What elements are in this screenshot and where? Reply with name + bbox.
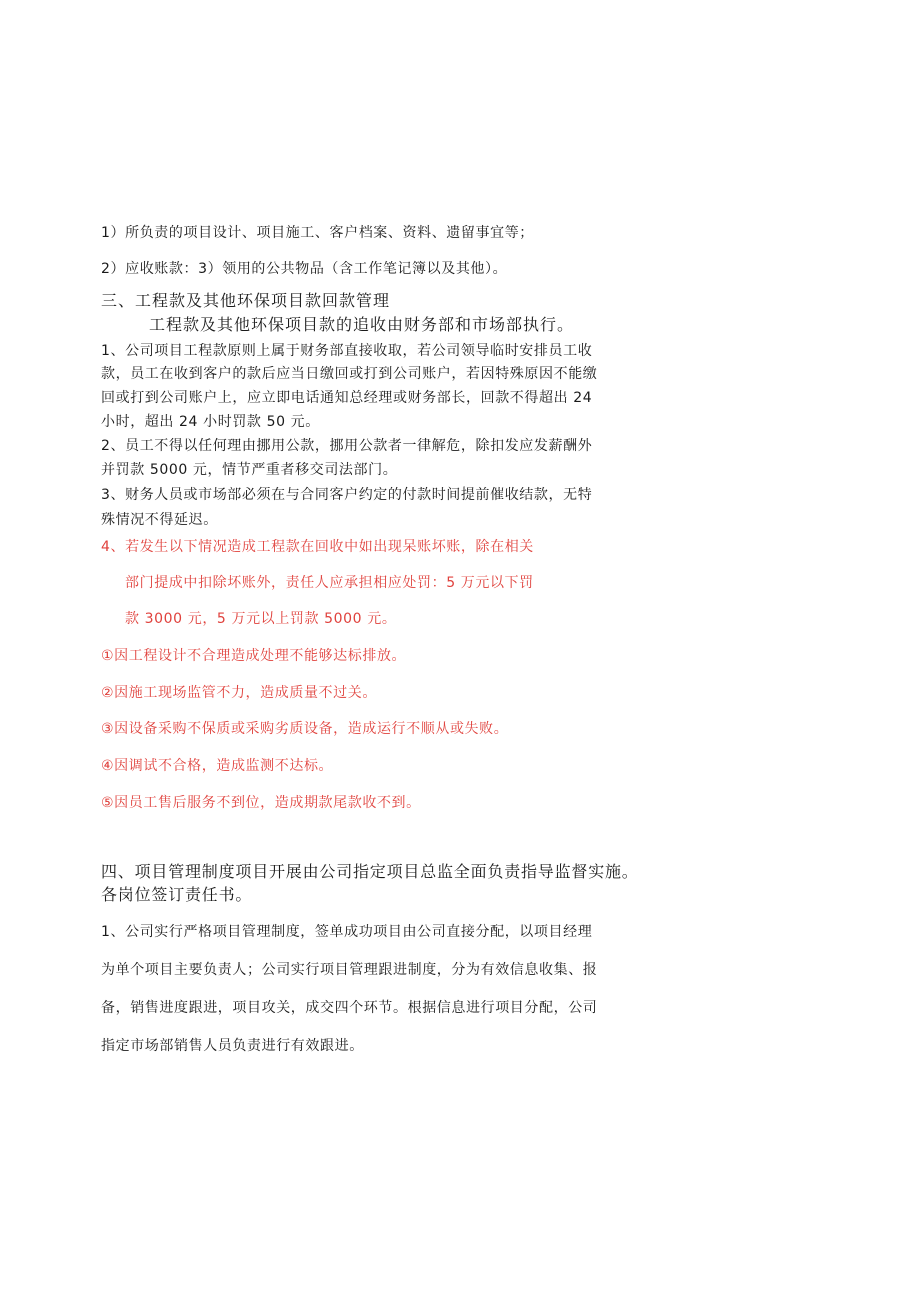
condition-item-1: ①因工程设计不合理造成处理不能够达标排放。 — [101, 648, 407, 664]
section-four-heading-line-2: 各岗位签订责任书。 — [101, 885, 253, 904]
condition-item-2: ②因施工现场监管不力，造成质量不过关。 — [101, 685, 377, 701]
paragraph-2-line-2: 并罚款 5000 元，情节严重者移交司法部门。 — [101, 462, 398, 478]
paragraph-1-line-2: 款，员工在收到客户的款后应当日缴回或打到公司账户，若因特殊原因不能缴 — [101, 366, 598, 382]
paragraph-3-line-1: 3、财务人员或市场部必须在与合同客户约定的付款时间提前催收结款，无特 — [101, 487, 593, 503]
section-four-paragraph-line-2: 为单个项目主要负责人；公司实行项目管理跟进制度，分为有效信息收集、报 — [101, 962, 598, 978]
section-four-paragraph-line-3: 备，销售进度跟进，项目攻关，成交四个环节。根据信息进行项目分配，公司 — [101, 1000, 598, 1016]
section-three-heading: 三、工程款及其他环保项目款回款管理 — [101, 291, 391, 310]
paragraph-1-line-3: 回或打到公司账户上，应立即电话通知总经理或财务部长，回款不得超出 24 — [101, 390, 593, 406]
paragraph-1-line-1: 1、公司项目工程款原则上属于财务部直接收取，若公司领导临时安排员工收 — [101, 343, 593, 359]
condition-item-3: ③因设备采购不保质或采购劣质设备，造成运行不顺从或失败。 — [101, 721, 509, 737]
paragraph-4-line-1: 4、若发生以下情况造成工程款在回收中如出现呆账坏账，除在相关 — [101, 539, 534, 555]
list-item-2: 2）应收账款：3）领用的公共物品（含工作笔记簿以及其他）。 — [101, 261, 508, 277]
paragraph-3-line-2: 殊情况不得延迟。 — [101, 512, 218, 528]
paragraph-4-line-2: 部门提成中扣除坏账外，责任人应承担相应处罚：5 万元以下罚 — [125, 575, 534, 591]
section-three-intro: 工程款及其他环保项目款的追收由财务部和市场部执行。 — [149, 315, 575, 334]
condition-item-4: ④因调试不合格，造成监测不达标。 — [101, 758, 334, 774]
paragraph-2-line-1: 2、员工不得以任何理由挪用公款，挪用公款者一律解危，除扣发应发薪酬外 — [101, 438, 593, 454]
section-four-paragraph-line-4: 指定市场部销售人员负责进行有效跟进。 — [101, 1038, 364, 1054]
section-four-heading-line-1: 四、项目管理制度项目开展由公司指定项目总监全面负责指导监督实施。 — [101, 862, 639, 881]
list-item-1: 1）所负责的项目设计、项目施工、客户档案、资料、遗留事宜等； — [101, 225, 534, 241]
paragraph-4-line-3: 款 3000 元，5 万元以上罚款 5000 元。 — [125, 611, 397, 627]
condition-item-5: ⑤因员工售后服务不到位，造成期款尾款收不到。 — [101, 795, 421, 811]
paragraph-1-line-4: 小时，超出 24 小时罚款 50 元。 — [101, 414, 320, 430]
section-four-paragraph-line-1: 1、公司实行严格项目管理制度，签单成功项目由公司直接分配，以项目经理 — [101, 924, 593, 940]
